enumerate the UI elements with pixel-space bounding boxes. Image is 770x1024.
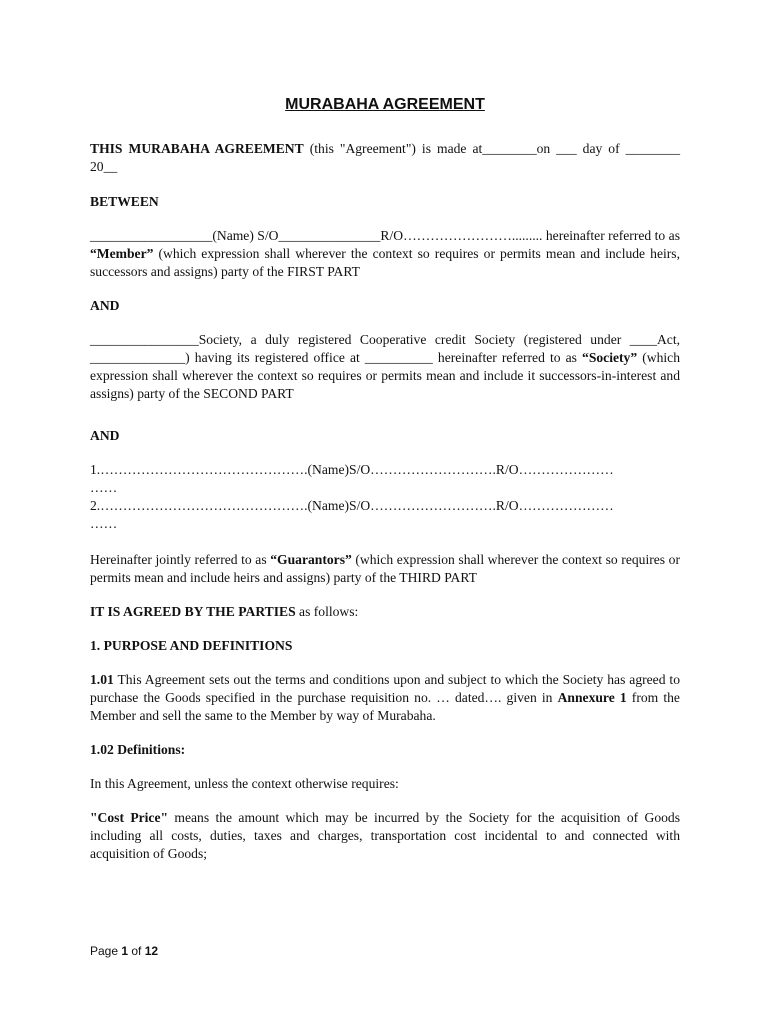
page-total: 12	[144, 944, 159, 958]
page-number	[90, 944, 158, 958]
member-text-b: (which expression shall wherever the context so requires or permits mean and include heirs, successors and assigns) party of the FIRST PART	[90, 246, 680, 279]
clause-1-01	[90, 671, 680, 725]
intro-paragraph	[90, 140, 680, 176]
guarantor-1-continuation: ……	[90, 480, 118, 495]
agreed-rest: as follows:	[295, 604, 359, 619]
member-term: “Member”	[90, 246, 154, 261]
definitions-intro: In this Agreement, unless the context otherwise requires:	[90, 776, 399, 791]
society-text-a: ________________Society, a duly registered Cooperative credit Society (registered under ____Act, ______________) having its registered office at __________ hereinafter referred to as	[90, 332, 680, 365]
clause-1-01-number: 1.01	[90, 672, 114, 687]
document-body	[90, 140, 680, 863]
and-heading-2: AND	[90, 428, 120, 443]
cost-price-term: "Cost Price"	[90, 810, 169, 825]
member-text-a: __________________(Name) S/O_______________R/O……………………......... hereinafter referred to as	[90, 228, 680, 243]
clause-1-01-text-b: from the Member and sell the same to the Member by way of Murabaha.	[90, 690, 680, 723]
page-prefix: Page	[90, 944, 122, 958]
guarantors-term: “Guarantors”	[270, 552, 352, 567]
intro-lead: THIS MURABAHA AGREEMENT	[90, 141, 304, 156]
cost-price-text: means the amount which may be incurred by the Society for the acquisition of Goods including all costs, duties, taxes and charges, transportation cost incidental to and connected with acquisition of Goods;	[90, 810, 680, 861]
society-term: “Society”	[582, 350, 638, 365]
member-paragraph	[90, 227, 680, 281]
page-separator: of	[128, 944, 145, 958]
agreed-line	[90, 603, 680, 621]
and-heading-1: AND	[90, 298, 120, 313]
guarantor-2-line: 2.……………………………………….(Name)S/O……………………….R/O…………………	[90, 498, 614, 513]
clause-1-02-heading: 1.02 Definitions:	[90, 742, 186, 757]
intro-rest: (this "Agreement") is made at________on ___ day of ________ 20__	[90, 141, 680, 174]
annexure-reference: Annexure 1	[557, 690, 627, 705]
section-1-heading: 1. PURPOSE AND DEFINITIONS	[90, 638, 293, 653]
between-heading: BETWEEN	[90, 194, 159, 209]
guarantors-paragraph	[90, 551, 680, 587]
society-text-b: (which expression shall wherever the context so requires or permits mean and include it successors-in-interest and assigns) party of the SECOND PART	[90, 350, 680, 401]
guarantor-1-line: 1.……………………………………….(Name)S/O……………………….R/O…………………	[90, 462, 614, 477]
page-current: 1	[121, 944, 129, 958]
guarantors-text-a: Hereinafter jointly referred to as	[90, 552, 271, 567]
guarantors-text-b: (which expression shall wherever the context so requires or permits mean and include heirs and assigns) party of the THIRD PART	[90, 552, 680, 585]
agreed-lead: IT IS AGREED BY THE PARTIES	[90, 604, 296, 619]
society-paragraph	[90, 331, 680, 403]
cost-price-definition	[90, 809, 680, 863]
document-title: MURABAHA AGREEMENT	[285, 96, 485, 113]
guarantor-2-continuation: ……	[90, 516, 118, 531]
clause-1-01-text-a: This Agreement sets out the terms and conditions upon and subject to which the Society has agreed to purchase the Goods specified in the purchase requisition no. … dated…. given in	[90, 672, 680, 705]
